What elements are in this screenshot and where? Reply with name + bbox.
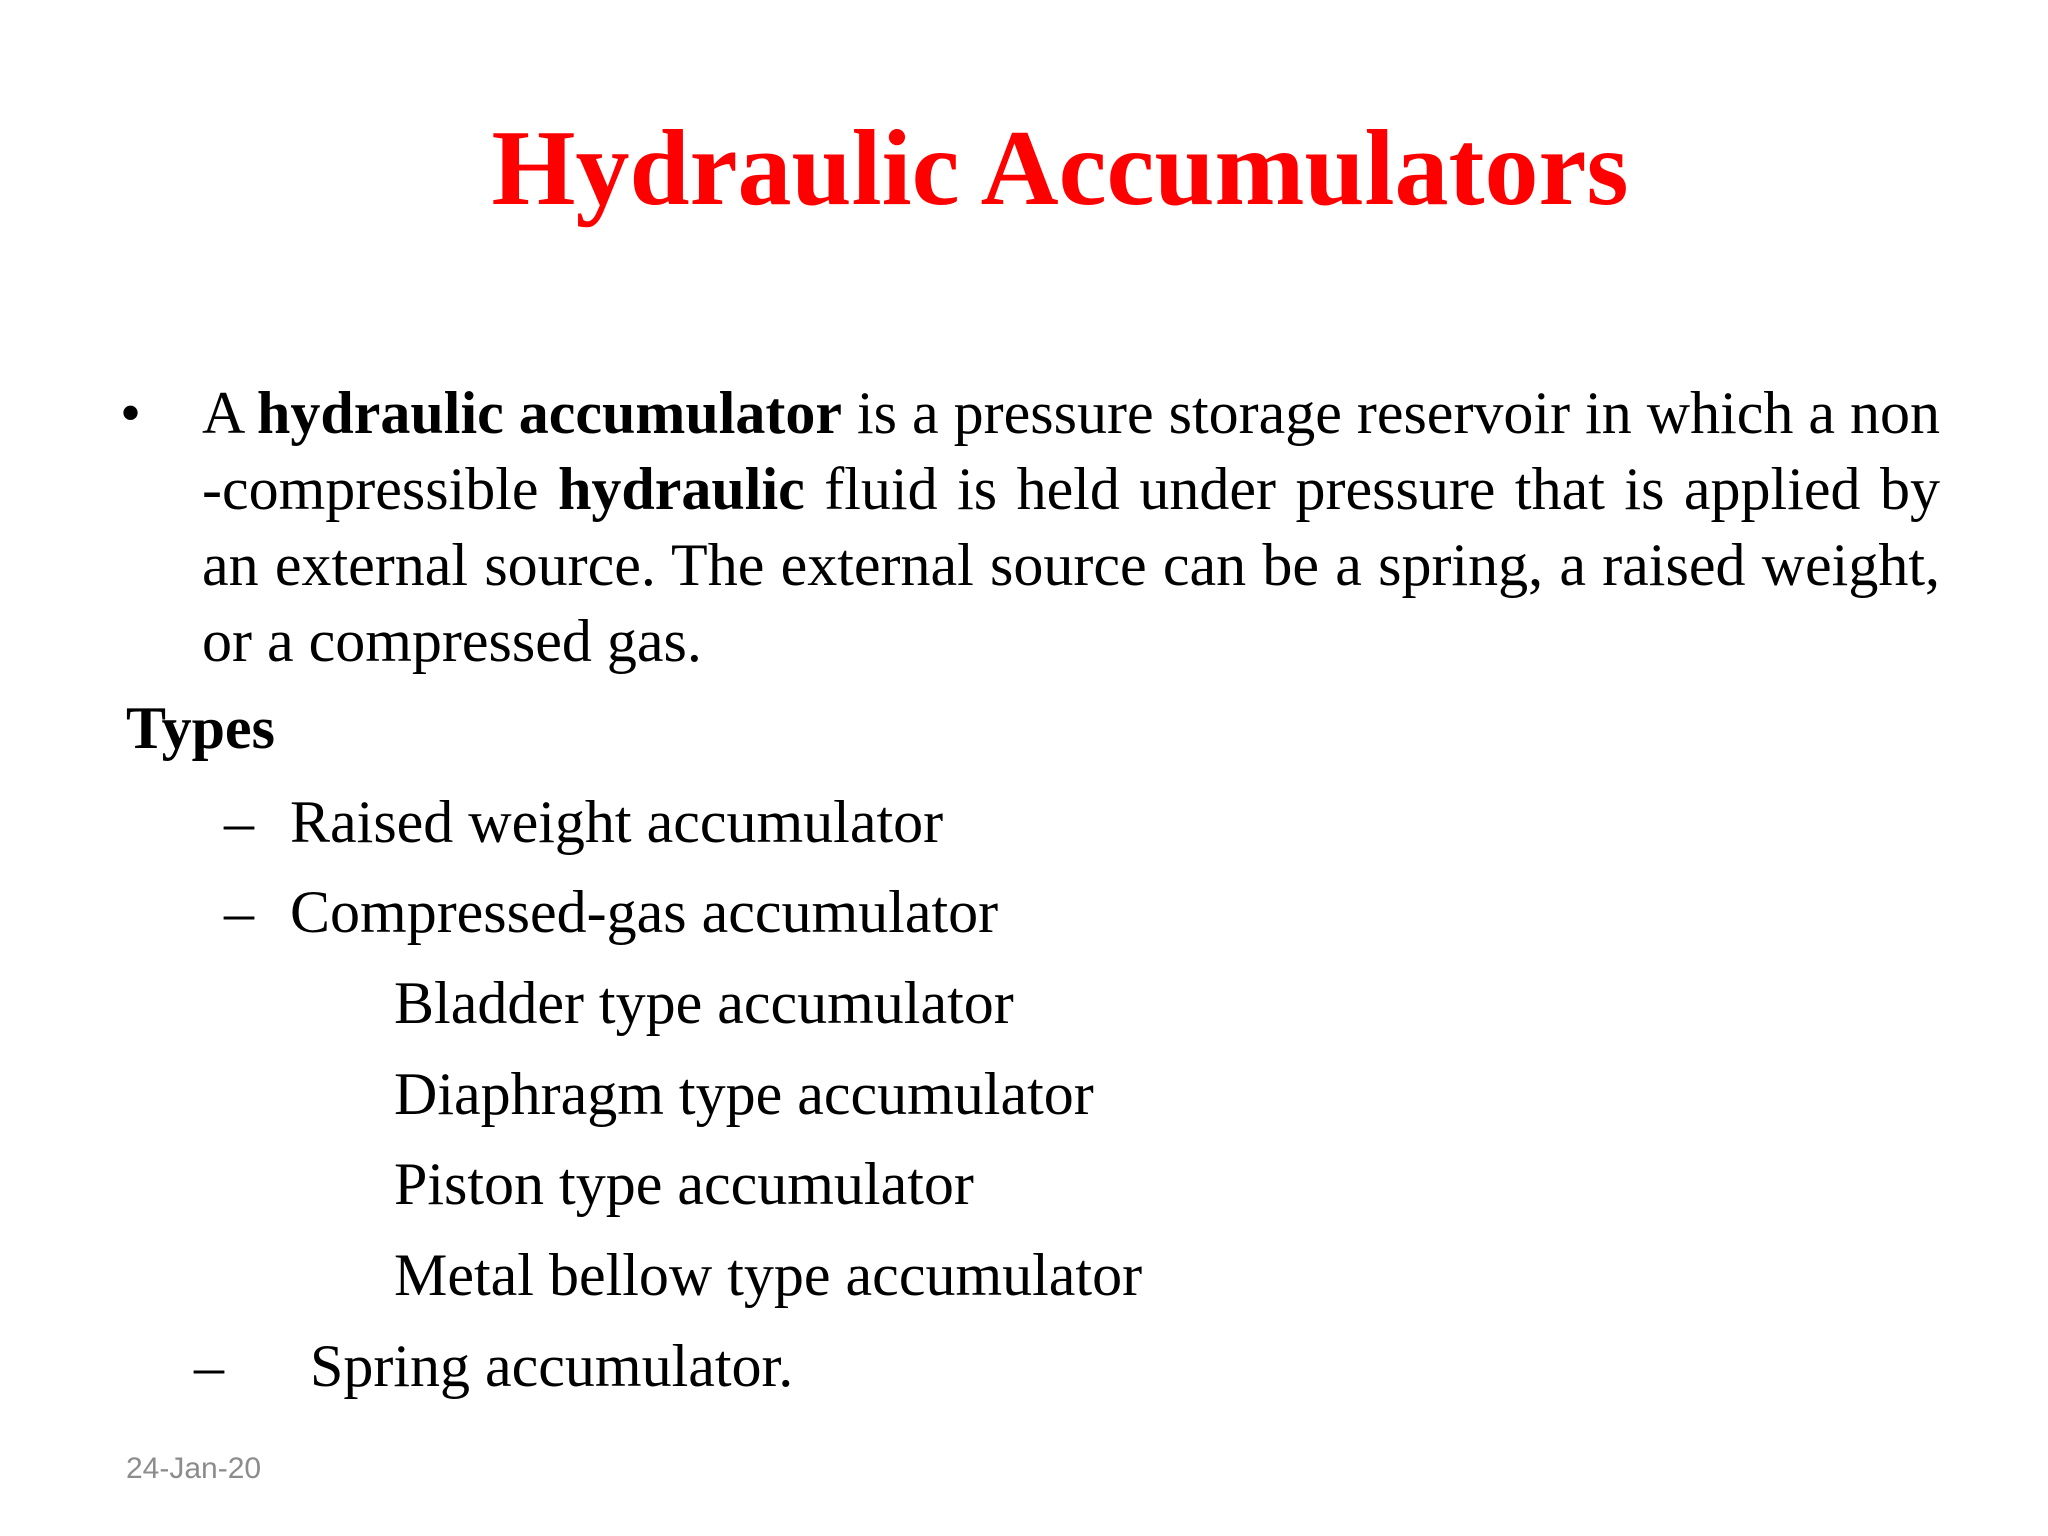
- dash-icon: –: [224, 879, 254, 945]
- type-item-raised-weight: Raised weight accumulator: [290, 789, 944, 855]
- gas-subtype-bladder: Bladder type accumulator: [394, 970, 1014, 1036]
- type-item-spring: Spring accumulator.: [310, 1333, 794, 1399]
- intro-paragraph: [202, 375, 1940, 679]
- gas-subtype-piston: Piston type accumulator: [394, 1151, 974, 1217]
- footer-date: 24-Jan-20: [126, 1452, 262, 1485]
- types-heading: Types: [126, 695, 275, 761]
- intro-text-part1: is a pressure storage reservoir in which a non -compressible: [202, 380, 1941, 522]
- gas-subtype-metal-bellow: Metal bellow type accumulator: [394, 1242, 1143, 1308]
- type-item-compressed-gas: Compressed-gas accumulator: [290, 879, 999, 945]
- bullet-icon: •: [120, 380, 142, 446]
- dash-icon: –: [194, 1333, 224, 1399]
- intro-text-part2: fluid is held under pressure that is applied by an external source. The external source can be a spring, a raised weight, or a compressed gas.: [202, 456, 1941, 674]
- slide-title: Hydraulic Accumulators: [491, 109, 1629, 228]
- dash-icon: –: [224, 789, 254, 855]
- gas-subtype-diaphragm: Diaphragm type accumulator: [394, 1061, 1094, 1127]
- intro-article: A: [202, 380, 243, 446]
- intro-term-bold: hydraulic accumulator: [257, 380, 843, 446]
- intro-term2-bold: hydraulic: [558, 456, 805, 522]
- intro-bullet: [120, 375, 1940, 679]
